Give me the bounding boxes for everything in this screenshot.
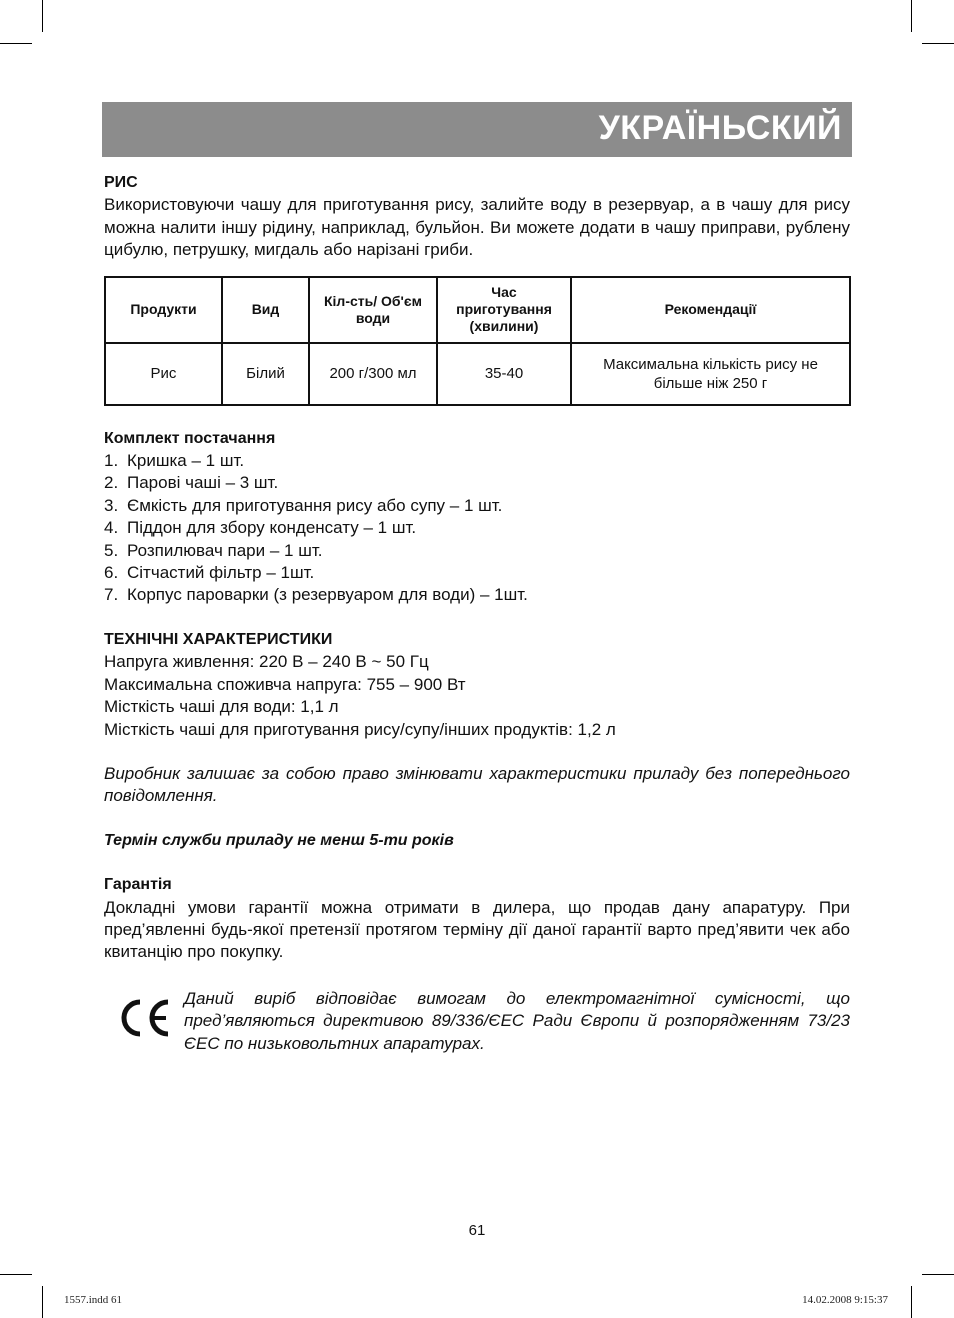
list-text: Парові чаші – 3 шт. — [127, 473, 279, 493]
crop-mark — [922, 1274, 954, 1275]
list-item — [104, 495, 850, 517]
kit-heading: Комплект постачання — [104, 429, 276, 447]
spec-line: Максимальна споживча напруга: 755 – 900 Вт — [104, 674, 466, 694]
ce-compliance-text: Даний виріб відповідає вимогам до електромагнітної сумісності, що пред’являються директивою 89/336/ЄЕС Ради Європи й розпорядженням 73/23 ЄЕС по низьковольтних апаратурах. — [184, 989, 850, 1053]
list-item — [104, 562, 850, 584]
language-header-bar — [102, 102, 852, 157]
ce-mark-icon — [118, 999, 172, 1037]
specs-heading: ТЕХНІЧНІ ХАРАКТЕРИСТИКИ — [104, 630, 333, 648]
list-text: Піддон для збору конденсату – 1 шт. — [127, 518, 417, 538]
table-cell: Максимальна кількість рису не більше ніж 250 г — [571, 343, 850, 405]
table-header-cell: Вид — [222, 277, 309, 343]
list-number: 5. — [104, 540, 119, 560]
table-header-cell: Продукти — [105, 277, 222, 343]
table-row — [105, 343, 850, 405]
list-number: 2. — [104, 473, 119, 493]
list-text: Сітчастий фільтр – 1шт. — [127, 563, 315, 583]
page-title: УКРАЇНЬСКИЙ — [598, 109, 842, 147]
file-slug: 1557.indd 61 — [64, 1294, 123, 1306]
cooking-table — [104, 276, 851, 406]
list-number: 1. — [104, 451, 119, 471]
spec-line: Місткість чаші для приготування рису/супу/інших продуктів: 1,2 л — [104, 719, 616, 739]
list-number: 3. — [104, 495, 119, 515]
table-header-cell: Кіл-сть/ Об'єм води — [309, 277, 437, 343]
list-text: Корпус пароварки (з резервуаром для води) – 1шт. — [127, 585, 528, 605]
warranty-heading: Гарантія — [104, 876, 172, 894]
list-number: 4. — [104, 518, 119, 538]
warranty-text: Докладні умови гарантії можна отримати в дилера, що продав дану апаратуру. При пред’явленні будь-якої претензії протягом терміну дії даної гарантії варто пред’явити чек або квитанцію про покупку. — [104, 897, 850, 962]
list-number: 7. — [104, 585, 119, 605]
list-text: Розпилювач пари – 1 шт. — [127, 540, 323, 560]
crop-mark — [42, 1286, 43, 1318]
list-item — [104, 472, 850, 494]
list-item — [104, 584, 850, 606]
crop-mark — [0, 1274, 32, 1275]
spec-line: Напруга живлення: 220 В – 240 В ~ 50 Гц — [104, 652, 429, 672]
rice-text: Використовуючи чашу для приготування рису, залийте воду в резервуар, а в чашу для рису можна налити іншу рідину, наприклад, бульйон. Ви можете додати в чашу приправи, рублену цибулю, петрушку, мигдаль або нарізані гриби. — [104, 195, 850, 260]
crop-mark — [42, 0, 43, 32]
table-cell: Рис — [105, 343, 222, 405]
list-text: Ємкість для приготування рису або супу – 1 шт. — [127, 495, 503, 515]
service-life: Термін служби приладу не менш 5-ти років — [104, 831, 454, 849]
date-slug: 14.02.2008 9:15:37 — [802, 1294, 888, 1306]
crop-mark — [0, 43, 32, 44]
table-cell: 200 г/300 мл — [309, 343, 437, 405]
list-item — [104, 517, 850, 539]
main-content — [104, 172, 850, 964]
crop-mark — [922, 43, 954, 44]
list-number: 6. — [104, 563, 119, 583]
table-cell: Білий — [222, 343, 309, 405]
rice-heading: РИС — [104, 174, 138, 191]
manufacturer-notice: Виробник залишає за собою право змінювати характеристики приладу без попереднього повідомлення. — [104, 763, 850, 806]
table-cell: 35-40 — [437, 343, 571, 405]
kit-list — [104, 450, 850, 607]
list-text: Кришка – 1 шт. — [127, 451, 245, 471]
crop-mark — [911, 0, 912, 32]
list-item — [104, 540, 850, 562]
crop-mark — [911, 1286, 912, 1318]
page-number: 61 — [468, 1222, 486, 1239]
table-header-cell: Час приготування (хвилини) — [437, 277, 571, 343]
spec-line: Місткість чаші для води: 1,1 л — [104, 697, 339, 717]
table-header-cell: Рекомендації — [571, 277, 850, 343]
list-item — [104, 450, 850, 472]
table-header-row — [105, 277, 850, 343]
